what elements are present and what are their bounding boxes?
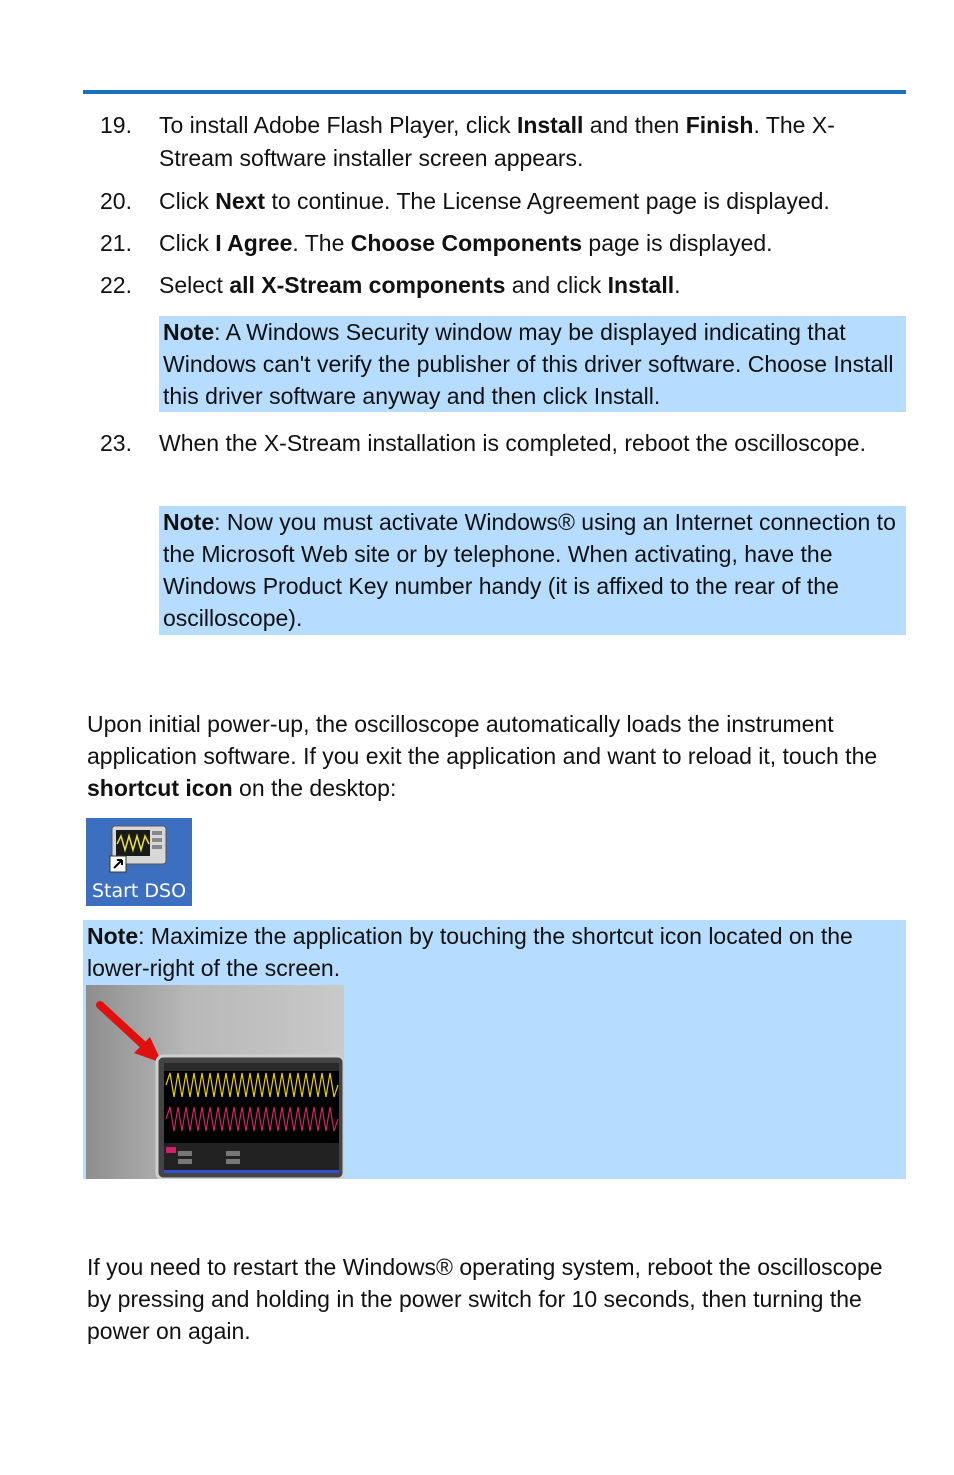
paragraph-power-up: Upon initial power-up, the oscilloscope automatically loads the instrument application software. If you exit the application and want to reload it, touch the shortcut icon on the desktop:	[87, 711, 878, 801]
step-text: To install Adobe Flash Player, click Install and then Finish. The X-Stream software installer screen appears.	[159, 112, 835, 171]
step-text: Click Next to continue. The License Agreement page is displayed.	[159, 188, 830, 214]
step-20	[100, 185, 890, 218]
paragraph-restart: If you need to restart the Windows® operating system, reboot the oscilloscope by pressing and holding in the power switch for 10 seconds, then turning the power on again.	[87, 1254, 883, 1344]
note-windows-security: Note: A Windows Security window may be displayed indicating that Windows can't verify the publisher of this driver software. Choose Install this driver software anyway and then click Install.	[159, 316, 906, 412]
step-number: 20.	[100, 188, 132, 214]
step-19	[100, 109, 890, 175]
note-activate-windows: Note: Now you must activate Windows® using an Internet connection to the Microsoft Web site or by telephone. When activating, have the Windows Product Key number handy (it is affixed to the rear of the oscilloscope).	[159, 506, 906, 635]
lower-right-screenshot	[86, 985, 344, 1179]
start-dso-shortcut-icon[interactable]	[86, 818, 192, 906]
step-22	[100, 269, 890, 302]
step-number: 21.	[100, 230, 132, 256]
maximize-screenshot-graphic	[86, 985, 344, 1179]
oscilloscope-icon	[86, 818, 192, 880]
icon-label: Start DSO	[91, 880, 187, 902]
step-23	[100, 427, 890, 460]
step-text: Select all X-Stream components and click Install.	[159, 272, 681, 298]
note-maximize: Note: Maximize the application by touching the shortcut icon located on the lower-right of the screen.	[83, 920, 906, 1179]
step-text: When the X-Stream installation is completed, reboot the oscilloscope.	[159, 430, 866, 456]
header-rule	[83, 90, 906, 94]
step-text: Click I Agree. The Choose Components page is displayed.	[159, 230, 773, 256]
step-number: 23.	[100, 430, 132, 456]
step-number: 22.	[100, 272, 132, 298]
step-number: 19.	[100, 112, 132, 138]
step-21	[100, 227, 890, 260]
